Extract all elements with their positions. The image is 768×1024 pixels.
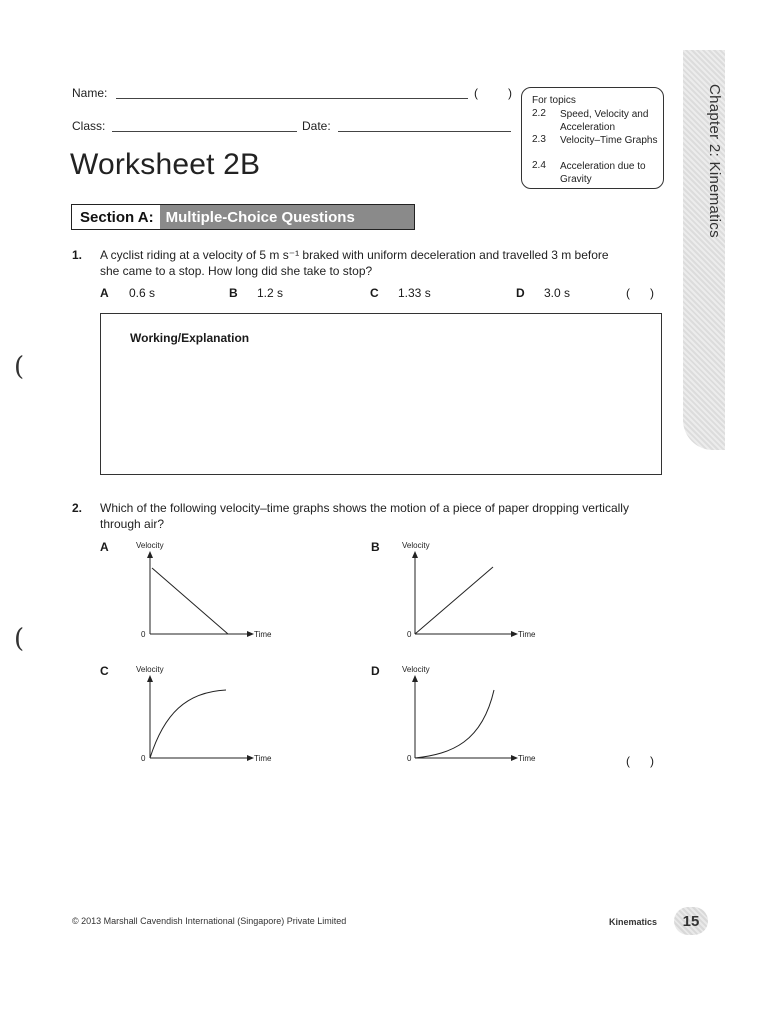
topic-number: 2.3 [532,134,546,145]
question-2-number: 2. [72,501,83,515]
graph-d [402,662,562,770]
graph-d-letter: D [371,664,380,678]
graph-c-curve [150,690,226,758]
graph-a-letter: A [100,540,109,554]
topic-number: 2.2 [532,108,546,119]
graph-c [136,662,296,770]
register-number-close: ) [508,86,512,100]
footer-chapter: Kinematics [609,917,658,927]
graph-c-x-arrow [247,755,254,761]
graph-a-y-label: Velocity [136,541,164,550]
section-title: Multiple-Choice Questions [160,205,414,229]
question-1-line-2: she came to a stop. How long did she take to stop? [100,264,373,278]
q1-option-c-letter: C [370,286,379,300]
graph-b-letter: B [371,540,380,554]
graph-a-y-arrow [147,551,153,558]
graph-d-y-arrow [412,675,418,682]
topics-box [521,87,664,189]
chapter-side-tab-label: Chapter 2: Kinematics [706,84,723,238]
q1-option-b-text: 1.2 s [257,286,284,300]
question-2-line-2: through air? [100,517,165,531]
graph-b-origin: 0 [407,630,412,639]
graph-d-origin: 0 [407,754,412,763]
topic-text: Acceleration due to Gravity [560,161,646,185]
topic-text: Speed, Velocity and Acceleration [560,109,649,133]
register-number-open: ( [474,86,478,100]
q2-answer-bracket[interactable]: ( ) [626,754,654,768]
section-label: Section A: [80,208,154,226]
section-heading [71,204,415,230]
graph-c-origin: 0 [141,754,146,763]
class-field[interactable] [112,131,297,132]
graph-b-y-arrow [412,551,418,558]
graph-a [136,538,296,646]
topic-number: 2.4 [532,160,546,171]
binder-hole-mark: ( [14,352,25,382]
question-1-number: 1. [72,248,83,262]
question-1-line-1: A cyclist riding at a velocity of 5 m s⁻¹ braked with uniform deceleration and travelled 3 m before [100,248,609,262]
graph-d-x-label: Time [518,754,536,763]
graph-b-x-arrow [511,631,518,637]
working-explanation-label: Working/Explanation [130,331,250,345]
footer-copyright: © 2013 Marshall Cavendish International (Singapore) Private Limited [72,916,347,926]
graph-d-x-arrow [511,755,518,761]
graph-b-x-label: Time [518,630,536,639]
date-label: Date: [302,119,331,133]
page-number: 15 [674,907,708,935]
graph-d-curve [415,690,494,758]
name-label: Name: [72,86,108,100]
graph-b-y-label: Velocity [402,541,430,550]
graph-c-y-label: Velocity [136,665,164,674]
chapter-side-tab [683,50,725,450]
worksheet-title: Worksheet 2B [70,148,261,181]
graph-a-curve [152,568,228,634]
binder-hole-mark: ( [14,624,25,654]
name-field[interactable] [116,98,468,99]
q1-option-d-letter: D [516,286,525,300]
q1-option-d-text: 3.0 s [544,286,571,300]
class-label: Class: [72,119,106,133]
topic-text: Velocity–Time Graphs [560,135,658,146]
graph-b-curve [415,567,493,634]
graph-a-x-label: Time [254,630,272,639]
q1-option-c-text: 1.33 s [398,286,431,300]
q1-option-b-letter: B [229,286,238,300]
working-explanation-box[interactable] [100,313,662,475]
graph-a-x-arrow [247,631,254,637]
date-field[interactable] [338,131,511,132]
graph-c-x-label: Time [254,754,272,763]
topics-heading: For topics [532,95,576,106]
q1-answer-bracket[interactable]: ( ) [626,286,654,300]
q1-option-a-text: 0.6 s [129,286,156,300]
q1-option-a-letter: A [100,286,109,300]
question-2-line-1: Which of the following velocity–time graphs shows the motion of a piece of paper dropping vertically [100,501,629,515]
graph-d-y-label: Velocity [402,665,430,674]
graph-b [402,538,562,646]
graph-c-y-arrow [147,675,153,682]
graph-c-letter: C [100,664,109,678]
graph-a-origin: 0 [141,630,146,639]
